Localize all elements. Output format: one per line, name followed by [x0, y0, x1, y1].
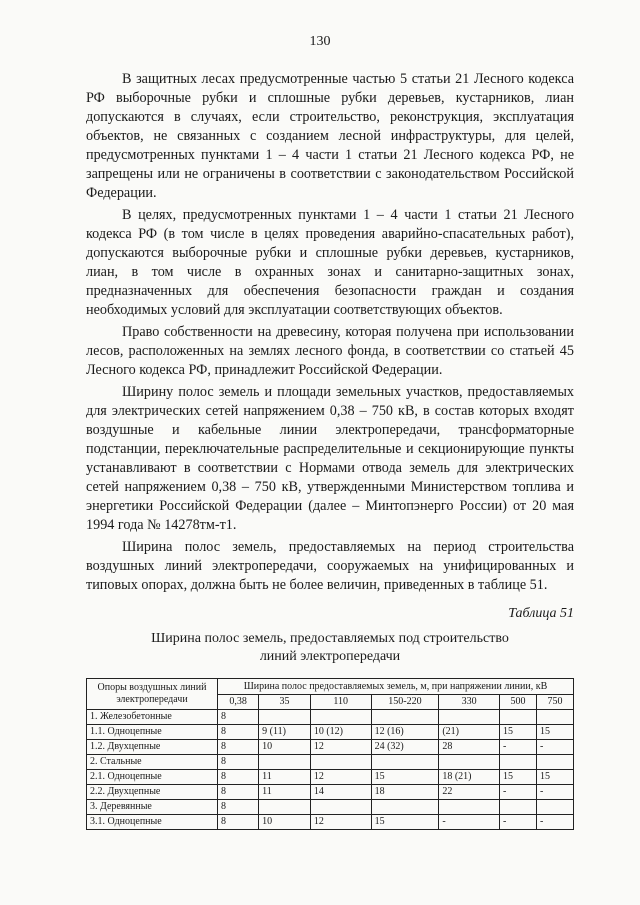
table-cell: 8	[218, 800, 259, 815]
table-cell: -	[536, 815, 573, 830]
table-row	[87, 740, 574, 755]
table-cell: 15	[371, 815, 439, 830]
table-cell: 9 (11)	[259, 725, 311, 740]
row-label: 2. Стальные	[87, 755, 218, 770]
table-cell: 15	[536, 770, 573, 785]
paragraph: В защитных лесах предусмотренные частью 5 статьи 21 Лесного кодекса РФ выборочные рубки и сплошные рубки деревьев, кустарников, лиан допускаются в случаях, если строительство, реконструкция, эксплуатация объектов, не связанных с созданием лесной инфраструктуры, для целей, предусмотренных пунктами 1 – 4 части 1 статьи 21 Лесного кодекса РФ, не запрещены или не ограничены в соответствии с законодательством Российской Федерации.	[86, 71, 574, 201]
table-cell: 10	[259, 740, 311, 755]
voltage-header: 35	[259, 695, 311, 710]
header-width-group: Ширина полос предоставляемых земель, м, при напряжении линии, кВ	[218, 679, 574, 695]
table-cell	[439, 800, 500, 815]
row-label: 1. Железобетонные	[87, 710, 218, 725]
table-cell: 10 (12)	[310, 725, 371, 740]
table-cell: 28	[439, 740, 500, 755]
table-cell	[500, 755, 537, 770]
table-label: Таблица 51	[508, 606, 574, 621]
row-label: 3. Деревянные	[87, 800, 218, 815]
table-caption	[86, 630, 574, 666]
table-cell: 12	[310, 770, 371, 785]
table-cell: -	[500, 740, 537, 755]
table-cell: (21)	[439, 725, 500, 740]
table-cell: 12 (16)	[371, 725, 439, 740]
table-cell	[536, 800, 573, 815]
paragraph: Право собственности на древесину, которая получена при использовании лесов, расположенных на землях лесного фонда, в соответствии со статьей 45 Лесного кодекса РФ, принадлежит Российской Федерации.	[86, 324, 574, 378]
voltage-header: 750	[536, 695, 573, 710]
table-row	[87, 710, 574, 725]
table-cell: 8	[218, 710, 259, 725]
table-cell: 24 (32)	[371, 740, 439, 755]
paragraph: Ширина полос земель, предоставляемых на период строительства воздушных линий электропередачи, сооружаемых на унифицированных и типовых опорах, должна быть не более величин, приведенных в таблице 51.	[86, 539, 574, 593]
voltage-header: 0,38	[218, 695, 259, 710]
table-cell: 18 (21)	[439, 770, 500, 785]
table-cell: 8	[218, 785, 259, 800]
table-cell	[439, 755, 500, 770]
table-row	[87, 725, 574, 740]
header-supports: Опоры воздушных линий электропередачи	[87, 679, 218, 710]
table-cell: 8	[218, 755, 259, 770]
table-cell: 15	[500, 770, 537, 785]
table-cell	[259, 800, 311, 815]
table-cell: 8	[218, 740, 259, 755]
table-cell	[536, 710, 573, 725]
table-cell: -	[500, 815, 537, 830]
table-cell: 8	[218, 815, 259, 830]
row-label: 3.1. Одноцепные	[87, 815, 218, 830]
table-cell	[310, 755, 371, 770]
table-cell: 11	[259, 785, 311, 800]
table-row	[87, 755, 574, 770]
table-cell: -	[500, 785, 537, 800]
table-cell: 12	[310, 740, 371, 755]
table-cell	[371, 710, 439, 725]
table-cell: 8	[218, 770, 259, 785]
voltage-header: 500	[500, 695, 537, 710]
table-cell: 11	[259, 770, 311, 785]
table-cell	[259, 755, 311, 770]
table-cell: 15	[500, 725, 537, 740]
table-caption-line: линий электропередачи	[259, 649, 401, 664]
table-row	[87, 785, 574, 800]
voltage-header: 150-220	[371, 695, 439, 710]
table-cell	[259, 710, 311, 725]
table-cell: 18	[371, 785, 439, 800]
table-row	[87, 770, 574, 785]
table-cell: 14	[310, 785, 371, 800]
table-row	[87, 800, 574, 815]
land-width-table	[86, 678, 574, 830]
table-cell: 8	[218, 725, 259, 740]
paragraph: В целях, предусмотренных пунктами 1 – 4 части 1 статьи 21 Лесного кодекса РФ (в том числе в целях проведения аварийно-спасательных работ), допускаются выборочные рубки и сплошные рубки деревьев, кустарников, лиан, в том числе в охранных зонах и санитарно-защитных зонах, предназначенных для обеспечения безопасности граждан и создания необходимых условий для эксплуатации соответствующих объектов.	[86, 207, 574, 318]
table-row	[87, 815, 574, 830]
page-number: 130	[309, 34, 331, 49]
table-cell	[500, 800, 537, 815]
table-cell: 10	[259, 815, 311, 830]
table-cell: -	[439, 815, 500, 830]
voltage-header: 110	[310, 695, 371, 710]
voltage-header: 330	[439, 695, 500, 710]
table-cell: -	[536, 785, 573, 800]
table-cell	[371, 755, 439, 770]
table-cell	[310, 710, 371, 725]
table-caption-line: Ширина полос земель, предоставляемых под строительство	[151, 631, 509, 646]
table-cell: -	[536, 740, 573, 755]
table-cell	[500, 710, 537, 725]
body-text	[86, 70, 574, 598]
row-label: 1.2. Двухцепные	[87, 740, 218, 755]
table-cell: 15	[536, 725, 573, 740]
table-cell	[371, 800, 439, 815]
table-cell	[310, 800, 371, 815]
table-cell	[439, 710, 500, 725]
row-label: 1.1. Одноцепные	[87, 725, 218, 740]
table-body	[87, 710, 574, 830]
table-cell: 15	[371, 770, 439, 785]
row-label: 2.1. Одноцепные	[87, 770, 218, 785]
table-cell: 12	[310, 815, 371, 830]
paragraph: Ширину полос земель и площади земельных участков, предоставляемых для электрических сетей напряжением 0,38 – 750 кВ, в состав которых входят воздушные и кабельные линии электропередачи, трансформаторные подстанции, переключательные распределительные и секционирующие пункты устанавливают в соответствии с Нормами отвода земель для электрических сетей напряжением 0,38 – 750 кВ, утвержденными Министерством топлива и энергетики Российской Федерации (далее – Минтопэнерго России) от 20 мая 1994 года № 14278тм-т1.	[86, 384, 574, 533]
row-label: 2.2. Двухцепные	[87, 785, 218, 800]
table-cell	[536, 755, 573, 770]
table-cell: 22	[439, 785, 500, 800]
